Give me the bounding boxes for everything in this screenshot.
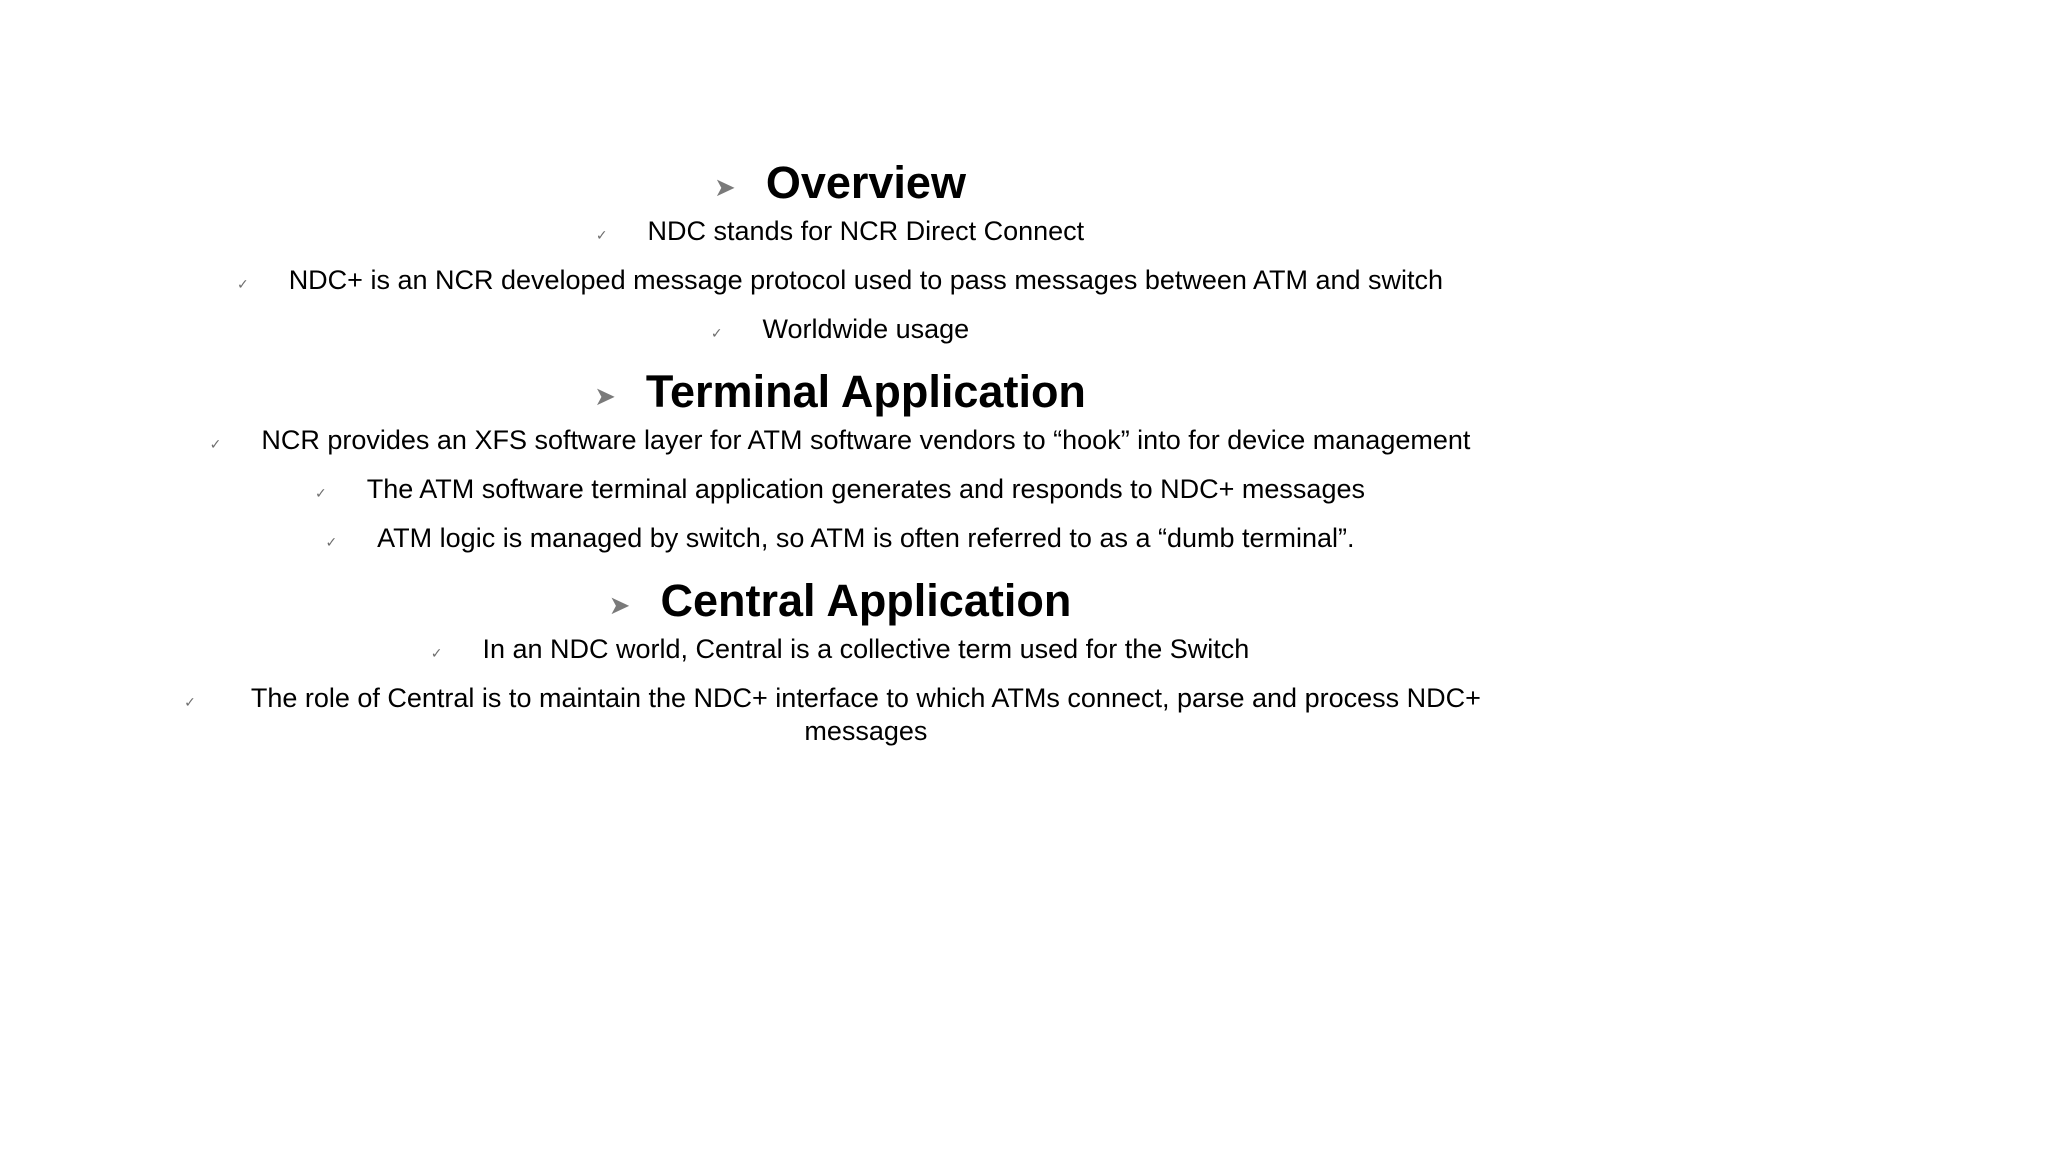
- checkmark-icon: ✓: [710, 325, 723, 341]
- section-terminal-application: [150, 362, 1530, 559]
- checkmark-icon: ✓: [236, 276, 249, 292]
- section-overview: [150, 153, 1530, 350]
- heading-text: Overview: [765, 157, 966, 208]
- checkmark-icon: ✓: [315, 485, 327, 501]
- checkmark-icon: ✓: [595, 227, 608, 243]
- list-item-text: Worldwide usage: [762, 314, 970, 344]
- arrowhead-icon: ➤: [714, 172, 736, 202]
- list-item-text: NDC+ is an NCR developed message protocol used to pass messages between ATM and switch: [288, 265, 1444, 295]
- arrowhead-icon: ➤: [608, 590, 631, 620]
- arrowhead-icon: ➤: [594, 381, 616, 411]
- heading-text: Central Application: [660, 575, 1072, 626]
- slide-content: [150, 145, 1530, 760]
- section-heading: [150, 362, 1530, 422]
- list-item: [150, 313, 1530, 350]
- checkmark-icon: ✓: [325, 534, 338, 550]
- checkmark-icon: ✓: [184, 694, 196, 710]
- list-item: [150, 215, 1530, 252]
- section-heading: [150, 153, 1530, 213]
- section-central-application: [150, 571, 1530, 748]
- list-item-text: NDC stands for NCR Direct Connect: [647, 216, 1085, 246]
- list-item: [150, 522, 1530, 559]
- list-item-text: NCR provides an XFS software layer for ATM software vendors to “hook” into for device management: [261, 425, 1471, 455]
- section-heading: [150, 571, 1530, 631]
- list-item: [150, 682, 1530, 748]
- checkmark-icon: ✓: [430, 645, 443, 661]
- list-item-text: In an NDC world, Central is a collective term used for the Switch: [482, 634, 1250, 664]
- list-item-text: ATM logic is managed by switch, so ATM is often referred to as a “dumb terminal”.: [377, 523, 1355, 553]
- heading-text: Terminal Application: [645, 366, 1086, 417]
- list-item: [150, 473, 1530, 510]
- checkmark-icon: ✓: [209, 436, 222, 452]
- list-item-text: The ATM software terminal application generates and responds to NDC+ messages: [366, 474, 1365, 504]
- list-item: [150, 633, 1530, 670]
- list-item: [150, 424, 1530, 461]
- list-item-text: The role of Central is to maintain the NDC+ interface to which ATMs connect, parse and process NDC+ messages: [250, 683, 1481, 746]
- list-item: [150, 264, 1530, 301]
